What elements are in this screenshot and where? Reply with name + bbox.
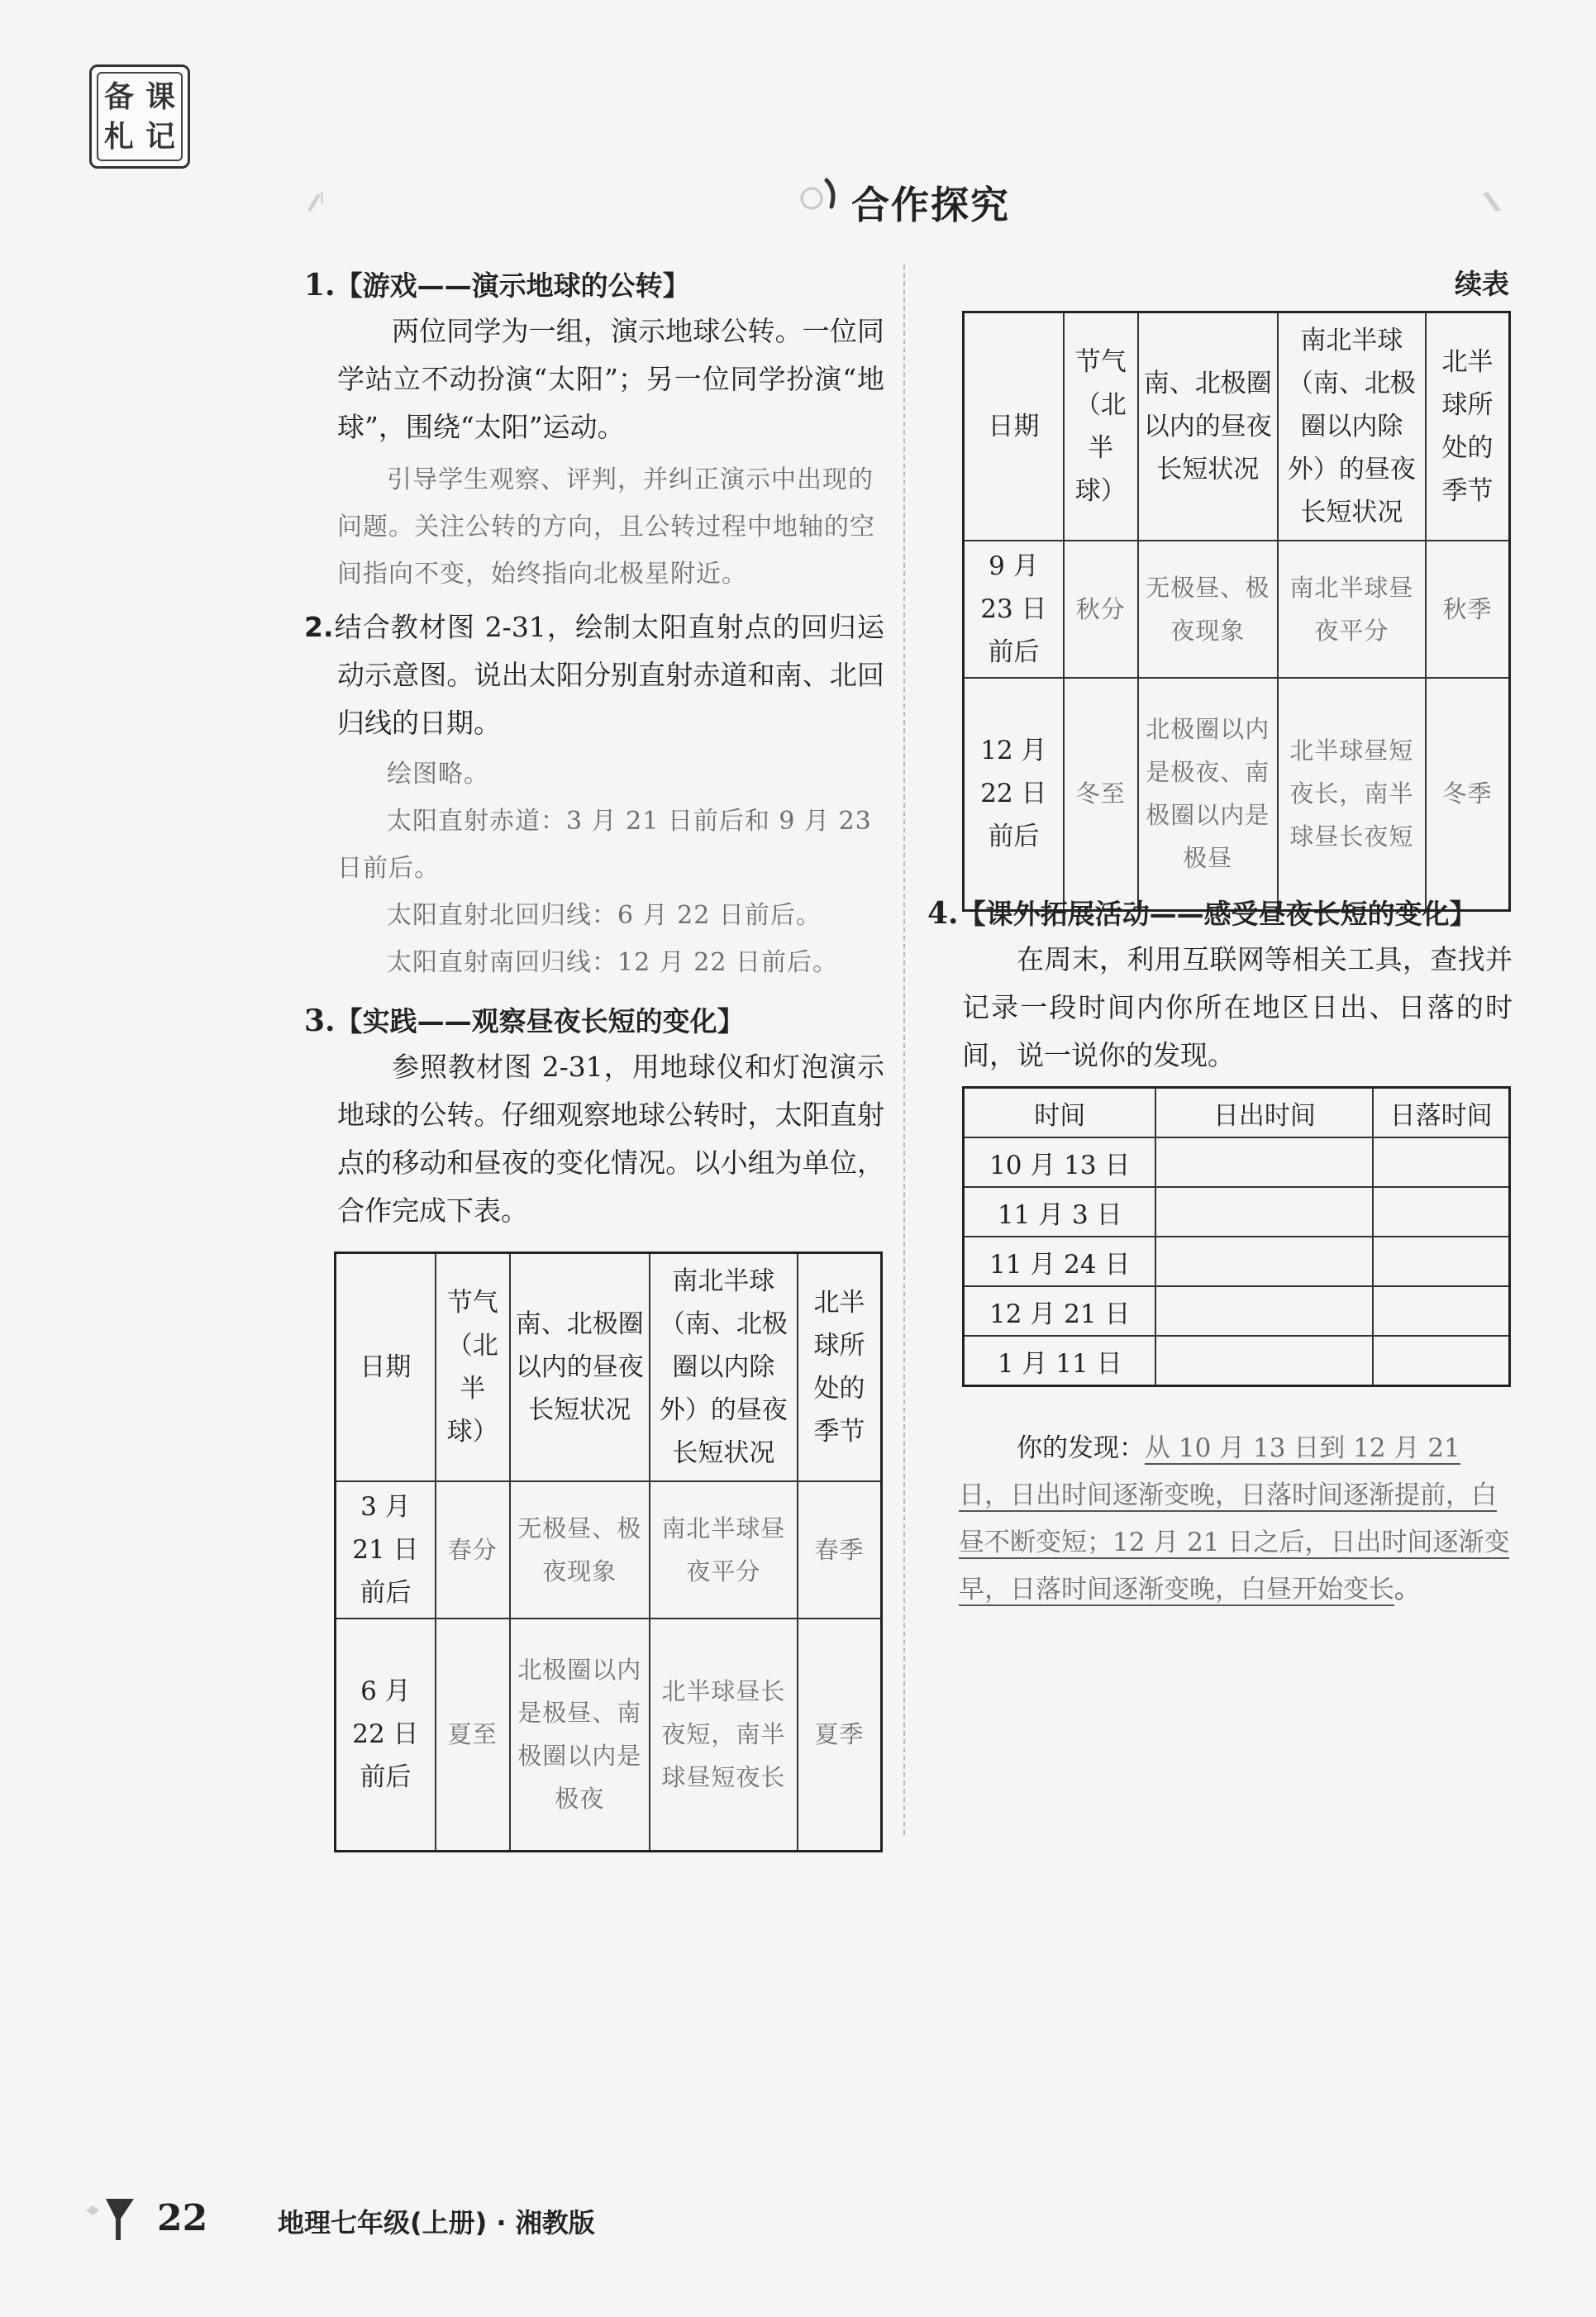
header-cell: 节气（北半球） [1064, 312, 1138, 541]
answer-cell: 秋季 [1426, 541, 1509, 678]
table-header-row [964, 1088, 1510, 1138]
q2-answer-line: 太阳直射北回归线：6 月 22 日前后。 [387, 901, 822, 930]
answer-cell: 夏至 [436, 1619, 510, 1852]
header-deco-left-icon [304, 188, 329, 213]
badge-char: 札 [103, 119, 134, 154]
sunset-input-cell[interactable] [1373, 1237, 1509, 1286]
sunset-input-cell[interactable] [1373, 1187, 1509, 1237]
table-header-row [336, 1253, 882, 1481]
date-cell: 9 月 23 日前后 [964, 541, 1064, 678]
date-cell: 6 月 22 日前后 [336, 1619, 436, 1852]
observation-table-right [962, 311, 1511, 912]
date-cell: 10 月 13 日 [964, 1137, 1156, 1187]
table-row [964, 1137, 1510, 1187]
answer-cell: 无极昼、极夜现象 [510, 1481, 650, 1619]
header-deco-right-icon [1479, 188, 1504, 213]
magnifier-icon [793, 174, 843, 215]
answer-cell: 春分 [436, 1481, 510, 1619]
q2-number: 2. [304, 611, 334, 643]
q4-body-text: 在周末，利用互联网等相关工具，查找并记录一段时间内你所在地区日出、日落的时间，说一说你的发现。 [962, 943, 1513, 1071]
answer-cell: 秋分 [1064, 541, 1138, 678]
header-cell: 节气（北半球） [436, 1253, 510, 1481]
header-cell: 南北半球（南、北极圈以内除外）的昼夜长短状况 [1278, 312, 1426, 541]
q3-heading [304, 1000, 745, 1039]
answer-cell: 南北半球昼夜平分 [650, 1481, 798, 1619]
sunrise-input-cell[interactable] [1155, 1187, 1373, 1237]
table-row [964, 1237, 1510, 1286]
finding-answer[interactable]: 从 10 月 13 日到 12 月 21 日，日出时间逐渐变晚，日落时间逐渐提前，白昼不断变短；12 月 21 日之后，日出时间逐渐变早，日落时间逐渐变晚，白昼开始变长 [959, 1433, 1510, 1604]
header-cell: 日落时间 [1373, 1088, 1509, 1138]
column-divider [903, 265, 905, 1835]
badge-char: 记 [145, 119, 175, 154]
answer-cell: 冬季 [1426, 678, 1509, 911]
table-row [964, 541, 1510, 678]
q2-answer-line: 太阳直射赤道：3 月 21 日前后和 9 月 23 日前后。 [337, 807, 872, 883]
q1-answer-text: 引导学生观察、评判，并纠正演示中出现的问题。关注公转的方向，且公转过程中地轴的空间指向不变，始终指向北极星附近。 [337, 465, 875, 589]
table-row [964, 1336, 1510, 1386]
observation-table-left [334, 1251, 883, 1852]
table-row [964, 1187, 1510, 1237]
date-cell: 1 月 11 日 [964, 1336, 1156, 1386]
q1-title: 【游戏——演示地球的公转】 [335, 269, 690, 302]
answer-cell: 北半球昼短夜长，南半球昼长夜短 [1278, 678, 1426, 911]
sunrise-sunset-table [962, 1086, 1511, 1387]
q1-body-text: 两位同学为一组，演示地球公转。一位同学站立不动扮演“太阳”；另一位同学扮演“地球”，围绕“太阳”运动。 [337, 315, 884, 443]
sunset-input-cell[interactable] [1373, 1137, 1509, 1187]
book-title: 地理七年级(上册) · 湘教版 [278, 2207, 595, 2238]
header-cell: 北半球所处的季节 [798, 1253, 881, 1481]
answer-cell: 春季 [798, 1481, 881, 1619]
sunrise-input-cell[interactable] [1155, 1237, 1373, 1286]
q4-heading [927, 893, 1477, 932]
date-cell: 11 月 3 日 [964, 1187, 1156, 1237]
finding-label: 你的发现： [1017, 1433, 1145, 1463]
header-cell: 时间 [964, 1088, 1156, 1138]
table-row [964, 1286, 1510, 1336]
page-number: 22 [157, 2197, 208, 2239]
table-row [964, 678, 1510, 911]
continued-table-label: 续表 [1455, 268, 1509, 300]
header-cell: 南北半球（南、北极圈以内除外）的昼夜长短状况 [650, 1253, 798, 1481]
q3-title: 【实践——观察昼夜长短的变化】 [335, 1005, 745, 1037]
answer-cell: 南北半球昼夜平分 [1278, 541, 1426, 678]
lesson-notes-badge [89, 64, 190, 169]
date-cell: 12 月 21 日 [964, 1286, 1156, 1336]
answer-cell: 夏季 [798, 1619, 881, 1852]
q1-body [337, 308, 884, 451]
q2-answer [337, 751, 884, 986]
header-cell: 南、北极圈以内的昼夜长短状况 [510, 1253, 650, 1481]
q3-body [337, 1043, 884, 1235]
badge-char: 课 [145, 79, 175, 114]
sunset-input-cell[interactable] [1373, 1336, 1509, 1386]
sunset-input-cell[interactable] [1373, 1286, 1509, 1336]
badge-char: 备 [103, 79, 134, 114]
header-cell: 日期 [964, 312, 1064, 541]
footer-deco-icon [81, 2194, 139, 2243]
finding-period: 。 [1394, 1575, 1420, 1604]
date-cell: 3 月 21 日前后 [336, 1481, 436, 1619]
sunrise-input-cell[interactable] [1155, 1137, 1373, 1187]
q2-answer-line: 太阳直射南回归线：12 月 22 日前后。 [387, 948, 838, 977]
section-title: 合作探究 [851, 183, 1010, 227]
q2-answer-line: 绘图略。 [387, 760, 489, 789]
q4-number: 4. [927, 896, 959, 931]
header-cell: 南、北极圈以内的昼夜长短状况 [1138, 312, 1278, 541]
q4-title: 【课外拓展活动——感受昼夜长短的变化】 [958, 898, 1477, 930]
header-cell: 日出时间 [1155, 1088, 1373, 1138]
q3-body-text: 参照教材图 2-31，用地球仪和灯泡演示地球的公转。仔细观察地球公转时，太阳直射点的移动和昼夜的变化情况。以小组为单位，合作完成下表。 [337, 1051, 884, 1227]
date-cell: 12 月 22 日前后 [964, 678, 1064, 911]
q1-heading [304, 265, 690, 303]
q1-answer [337, 456, 884, 598]
answer-cell: 无极昼、极夜现象 [1138, 541, 1278, 678]
q2-title: 结合教材图 2-31，绘制太阳直射点的回归运动示意图。说出太阳分别直射赤道和南、北回归线的日期。 [333, 611, 884, 739]
table-row [336, 1619, 882, 1852]
sunrise-input-cell[interactable] [1155, 1336, 1373, 1386]
sunrise-input-cell[interactable] [1155, 1286, 1373, 1336]
answer-cell: 北极圈以内是极昼、南极圈以内是极夜 [510, 1619, 650, 1852]
table-row [336, 1481, 882, 1619]
date-cell: 11 月 24 日 [964, 1237, 1156, 1286]
q4-body [962, 936, 1513, 1080]
header-cell: 北半球所处的季节 [1426, 312, 1509, 541]
q3-number: 3. [304, 1004, 336, 1038]
answer-cell: 冬至 [1064, 678, 1138, 911]
table-header-row [964, 312, 1510, 541]
q2-block [304, 603, 884, 747]
header-cell: 日期 [336, 1253, 436, 1481]
badge-chars [97, 72, 183, 161]
finding-block [959, 1425, 1513, 1614]
answer-cell: 北极圈以内是极夜、南极圈以内是极昼 [1138, 678, 1278, 911]
q1-number: 1. [304, 268, 336, 303]
answer-cell: 北半球昼长夜短，南半球昼短夜长 [650, 1619, 798, 1852]
